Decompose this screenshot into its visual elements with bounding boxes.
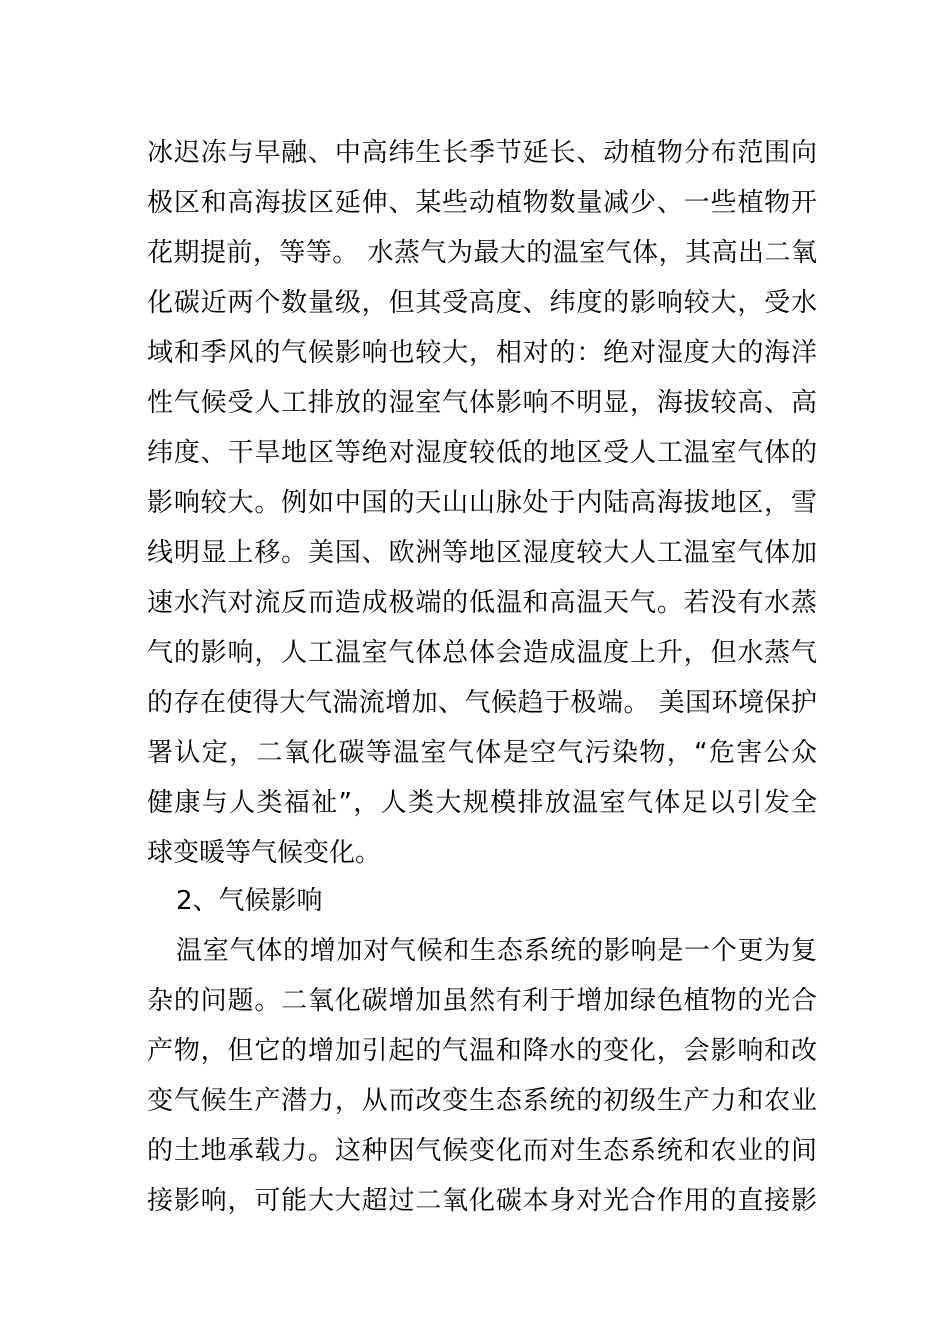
text-line: 变气候生产潜力，从而改变生态系统的初级生产力和农业: [147, 1086, 817, 1116]
text-line: 速水汽对流反而造成极端的低温和高温天气。若没有水蒸: [147, 588, 817, 618]
text-line: 署认定，二氧化碳等温室气体是空气污染物，“危害公众: [147, 738, 817, 768]
text-line: 产物，但它的增加引起的气温和降水的变化，会影响和改: [147, 1036, 817, 1066]
text-line: 的存在使得大气湍流增加、气候趋于极端。 美国环境保护: [147, 688, 817, 718]
text-line: 花期提前，等等。 水蒸气为最大的温室气体，其高出二氧: [147, 238, 817, 268]
text-line: 气的影响，人工温室气体总体会造成温度上升，但水蒸气: [147, 638, 817, 668]
text-line: 健康与人类福祉”，人类大规模排放温室气体足以引发全: [147, 788, 817, 818]
text-line: 域和季风的气候影响也较大，相对的：绝对湿度大的海洋: [147, 338, 817, 368]
text-line: 温室气体的增加对气候和生态系统的影响是一个更为复: [176, 936, 817, 966]
text-line: 纬度、干旱地区等绝对湿度较低的地区受人工温室气体的: [147, 438, 817, 468]
text-line: 杂的问题。二氧化碳增加虽然有利于增加绿色植物的光合: [147, 986, 817, 1016]
text-line: 的土地承载力。这种因气候变化而对生态系统和农业的间: [147, 1136, 817, 1166]
text-line: 球变暖等气候变化。: [147, 838, 382, 868]
text-line: 线明显上移。美国、欧洲等地区湿度较大人工温室气体加: [147, 538, 817, 568]
text-line: 极区和高海拔区延伸、某些动植物数量减少、一些植物开: [147, 188, 817, 218]
text-line: 影响较大。例如中国的天山山脉处于内陆高海拔地区，雪: [147, 488, 817, 518]
text-line: 冰迟冻与早融、中高纬生长季节延长、动植物分布范围向: [147, 138, 817, 168]
text-line: 接影响，可能大大超过二氧化碳本身对光合作用的直接影: [147, 1186, 817, 1216]
text-line: 性气候受人工排放的湿室气体影响不明显，海拔较高、高: [147, 388, 817, 418]
section-heading: 2、气候影响: [176, 886, 323, 916]
text-line: 化碳近两个数量级，但其受高度、纬度的影响较大，受水: [147, 288, 817, 318]
